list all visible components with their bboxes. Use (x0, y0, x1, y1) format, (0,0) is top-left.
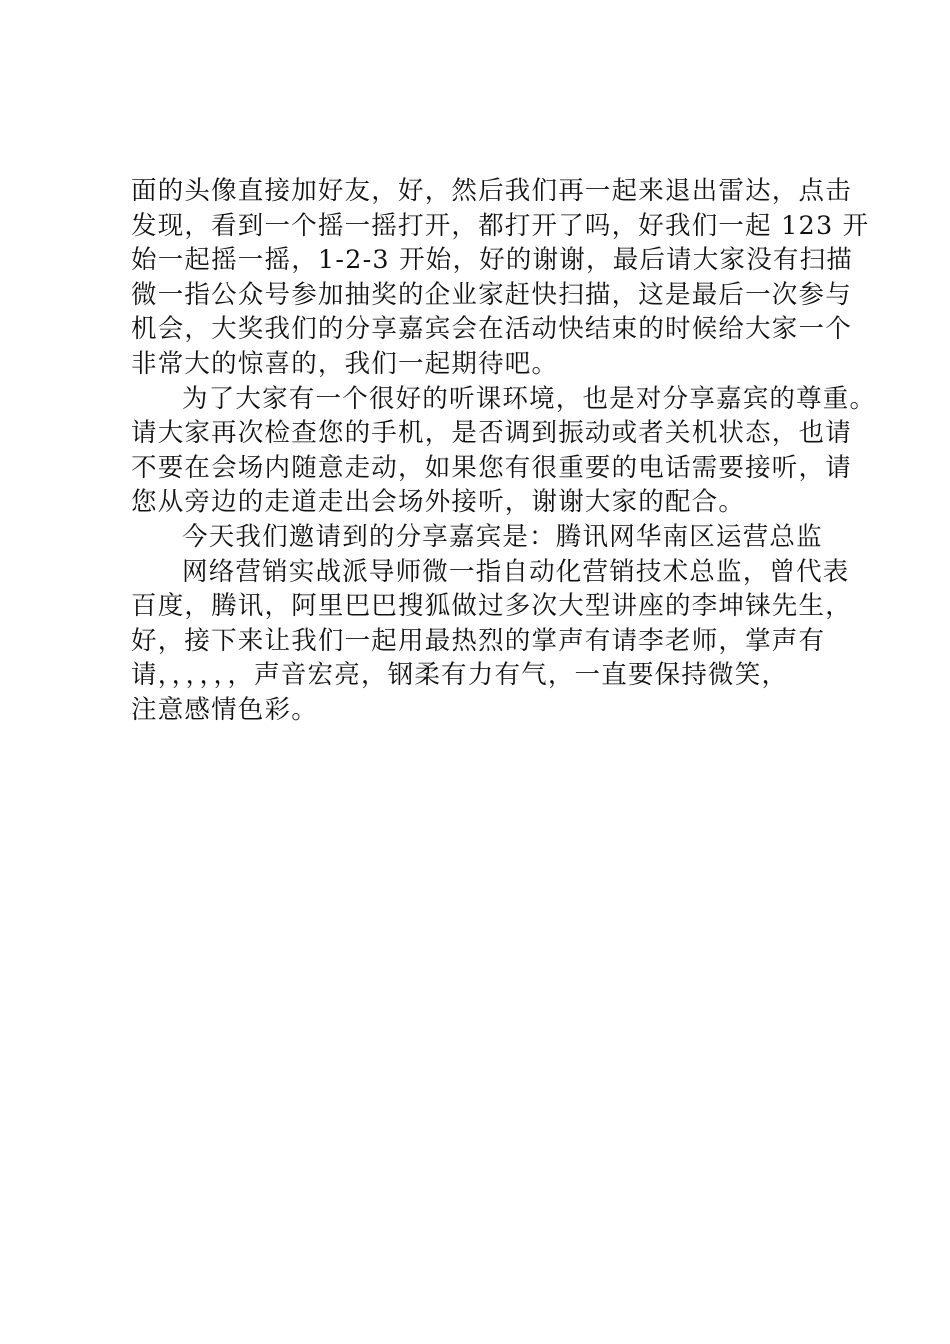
text-line: 网络营销实战派导师微一指自动化营销技术总监，曾代表 (182, 556, 850, 587)
paragraph-1 (131, 174, 870, 382)
text-line: 微一指公众号参加抽奖的企业家赶快扫描，这是最后一次参与 (131, 279, 852, 310)
text-line: 今天我们邀请到的分享嘉宾是：腾讯网华南区运营总监 (182, 521, 823, 552)
text-line: 请大家再次检查您的手机，是否调到振动或者关机状态，也请 (131, 418, 852, 449)
text-line: 始一起摇一摇，1-2-3 开始，好的谢谢，最后请大家没有扫描 (131, 245, 854, 276)
paragraph-3 (131, 520, 843, 555)
text-line: 请，，，，，，声音宏亮，钢柔有力有气，一直要保持微笑， (131, 660, 789, 691)
text-line: 机会，大奖我们的分享嘉宾会在活动快结束的时候给大家一个 (131, 314, 852, 345)
text-line: 不要在会场内随意走动，如果您有很重要的电话需要接听，请 (131, 452, 852, 483)
text-line: 发现，看到一个摇一摇打开，都打开了吗，好我们一起 123 开 (131, 210, 870, 241)
text-line: 百度，腾讯，阿里巴巴搜狐做过多次大型讲座的李坤铼先生， (131, 591, 852, 622)
text-line: 好，接下来让我们一起用最热烈的掌声有请李老师，掌声有 (131, 625, 826, 656)
paragraph-2 (131, 382, 877, 520)
text-line: 非常大的惊喜的，我们一起期待吧。 (131, 348, 559, 379)
document-body (131, 174, 877, 728)
text-line: 面的头像直接加好友，好，然后我们再一起来退出雷达，点击 (131, 176, 852, 206)
text-line: 注意感情色彩。 (131, 694, 318, 725)
text-line: 您从旁边的走道走出会场外接听，谢谢大家的配合。 (131, 487, 746, 518)
text-line: 为了大家有一个很好的听课环境，也是对分享嘉宾的尊重。 (182, 383, 877, 414)
paragraph-4 (131, 555, 852, 728)
